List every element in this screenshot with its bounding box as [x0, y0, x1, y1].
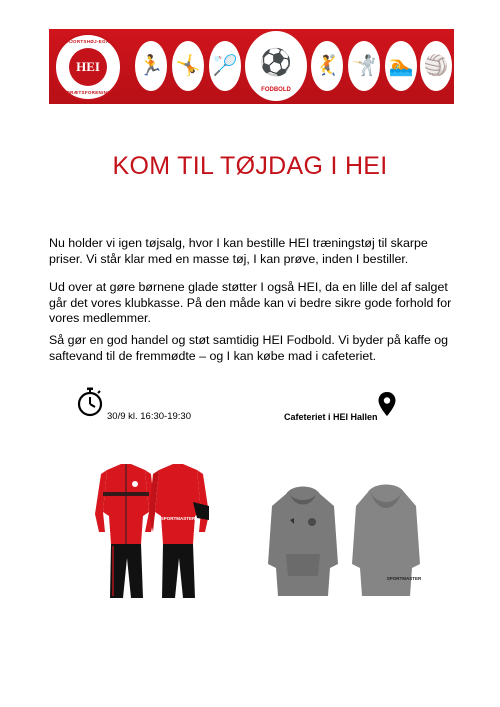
sport-figure-icon: 🏸 [209, 41, 241, 91]
event-place: Cafeteriet i HEI Hallen [284, 412, 378, 422]
location-pin-icon [378, 392, 396, 416]
intro-paragraph: Nu holder vi igen tøjsalg, hvor I kan bestille HEI træningstøj til skarpe priser. Vi står klar med en masse tøj, I kan prøve, inden I bestiller. [49, 236, 428, 266]
football-emblem [245, 31, 307, 101]
logo-ring-bottom: IDRÆTSFORENING [65, 90, 111, 95]
tracksuit-image [93, 462, 211, 600]
sport-figure-icon: 🏊 [385, 41, 417, 91]
logo-text: HEI [76, 59, 100, 74]
header-banner [49, 29, 454, 104]
hoodie-image [264, 484, 424, 598]
football-player-icon: ⚽ [259, 47, 293, 77]
tracksuit-print: SPORTMASTER [160, 516, 196, 521]
sport-figure-icon: 🤸 [172, 41, 204, 91]
club-logo [54, 33, 122, 101]
sport-figure-icon: 🏐 [420, 41, 452, 91]
logo-ring-top: HJORTSHØJ-EGÅ [66, 39, 110, 44]
sport-figure-icon: 🤺 [348, 41, 380, 91]
sport-figure-icon: 🤾 [311, 41, 343, 91]
sport-figure-icon: 🏃 [135, 41, 167, 91]
stopwatch-icon [77, 387, 103, 417]
event-time: 30/9 kl. 16:30-19:30 [107, 411, 191, 422]
closing-paragraph: Så gør en god handel og støt samtidig HEI Fodbold. Vi byder på kaffe og saftevand til de fremmødte – og I kan købe mad i cafeteriet. [49, 333, 449, 363]
page-title: KOM TIL TØJDAG I HEI [112, 152, 388, 180]
hoodie-print: SPORTMASTER [386, 576, 422, 581]
football-label: FODBOLD [261, 87, 291, 93]
support-paragraph: Ud over at gøre børnene glade støtter I også HEI, da en lille del af salget går det vores klubkasse. På den måde kan vi bedre sikre gode forhold for vores medlemmer. [49, 280, 452, 325]
